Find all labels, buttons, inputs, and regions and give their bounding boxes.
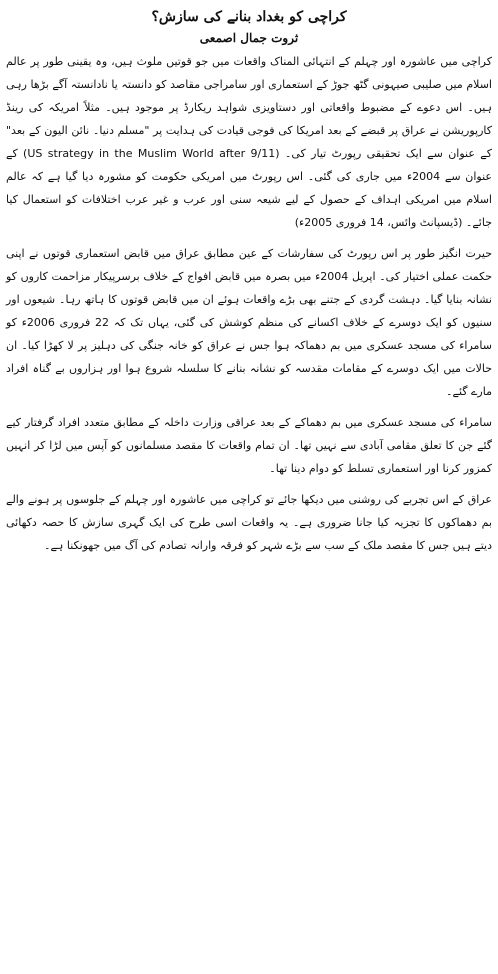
article-paragraph-2: حیرت انگیز طور پر اس رپورٹ کی سفارشات کے عین مطابق عراق میں قابض استعماری قوتوں نے اپنی حکمت عملی اختیار کی۔ اپریل 2004ء میں بصرہ میں قابض افواج کے خلاف برسرپیکار مزاحمت کاروں کو نشانہ بنایا گیا۔ دہشت گردی کے جتنے بھی بڑے واقعات ہوئے ان میں قابض قوتوں کا ہاتھ رہا۔ شیعوں اور سنیوں کو ایک دوسرے کے خلاف اکسانے کی منظم کوشش کی گئی، یہاں تک کہ 22 فروری 2006ء کو سامراء کی مسجد عسکری میں بم دھماکہ ہوا جس نے عراق کو خانہ جنگی کی دہلیز پر لا کھڑا کیا۔ ان حالات میں ایک دوسرے کے مقامات مقدسہ کو نشانہ بنانے کا سلسلہ شروع ہوا اور ہزاروں بے گناہ افراد مارے گئے۔ [6,247,492,398]
article-header [6,6,492,48]
article-paragraph-4: عراق کے اس تجربے کی روشنی میں دیکھا جائے تو کراچی میں عاشورہ اور چہلم کے جلوسوں پر ہونے والے بم دھماکوں کا تجزیہ کیا جانا ضروری ہے۔ یہ واقعات اسی طرح کی ایک گہری سازش کا حصہ دکھائی دیتے ہیں جس کا مقصد ملک کے سب سے بڑے شہر کو فرقہ وارانہ تصادم کی آگ میں جھونکنا ہے۔ [6,493,492,552]
article-paragraph-3: سامراء کی مسجد عسکری میں بم دھماکے کے بعد عراقی وزارت داخلہ کے مطابق متعدد افراد گرفتار کیے گئے جن کا تعلق مقامی آبادی سے نہیں تھا۔ ان تمام واقعات کا مقصد مسلمانوں کو آپس میں لڑا کر انہیں کمزور کرنا اور استعماری تسلط کو دوام دینا تھا۔ [6,416,492,475]
article-body [6,50,492,557]
article-title: کراچی کو بغداد بنانے کی سازش؟ [151,9,347,25]
author-byline: ثروت جمال اصمعی [199,31,299,45]
article-paragraph-1: کراچی میں عاشورہ اور چہلم کے انتہائی المناک واقعات میں جو قوتیں ملوث ہیں، وہ یقینی طور پر عالم اسلام میں صلیبی صیہونی گٹھ جوڑ کے استعماری اور سامراجی مقاصد کو دانستہ یا نادانستہ آگے بڑھا رہی ہیں۔ اس دعوے کے مضبوط واقعاتی اور دستاویزی شواہد ریکارڈ پر موجود ہیں۔ مثلاً امریکہ کی رینڈ کارپوریشن نے عراق پر قبضے کے بعد امریکا کی فوجی قیادت کی ہدایت پر "مسلم دنیا۔ نائن الیون کے بعد" کے عنوان سے ایک تحقیقی رپورٹ تیار کی۔ (US strategy in the Muslim World after 9/11) کے عنوان سے 2004ء میں جاری کی گئی۔ اس رپورٹ میں امریکی حکومت کو مشورہ دیا گیا ہے کہ عالم اسلام میں امریکی اہداف کے حصول کے لیے شیعہ سنی اور عرب و غیر عرب اختلافات کو استعمال کیا جائے۔ (ڈیسپانٹ وائس، 14 فروری 2005ء) [6,55,492,229]
